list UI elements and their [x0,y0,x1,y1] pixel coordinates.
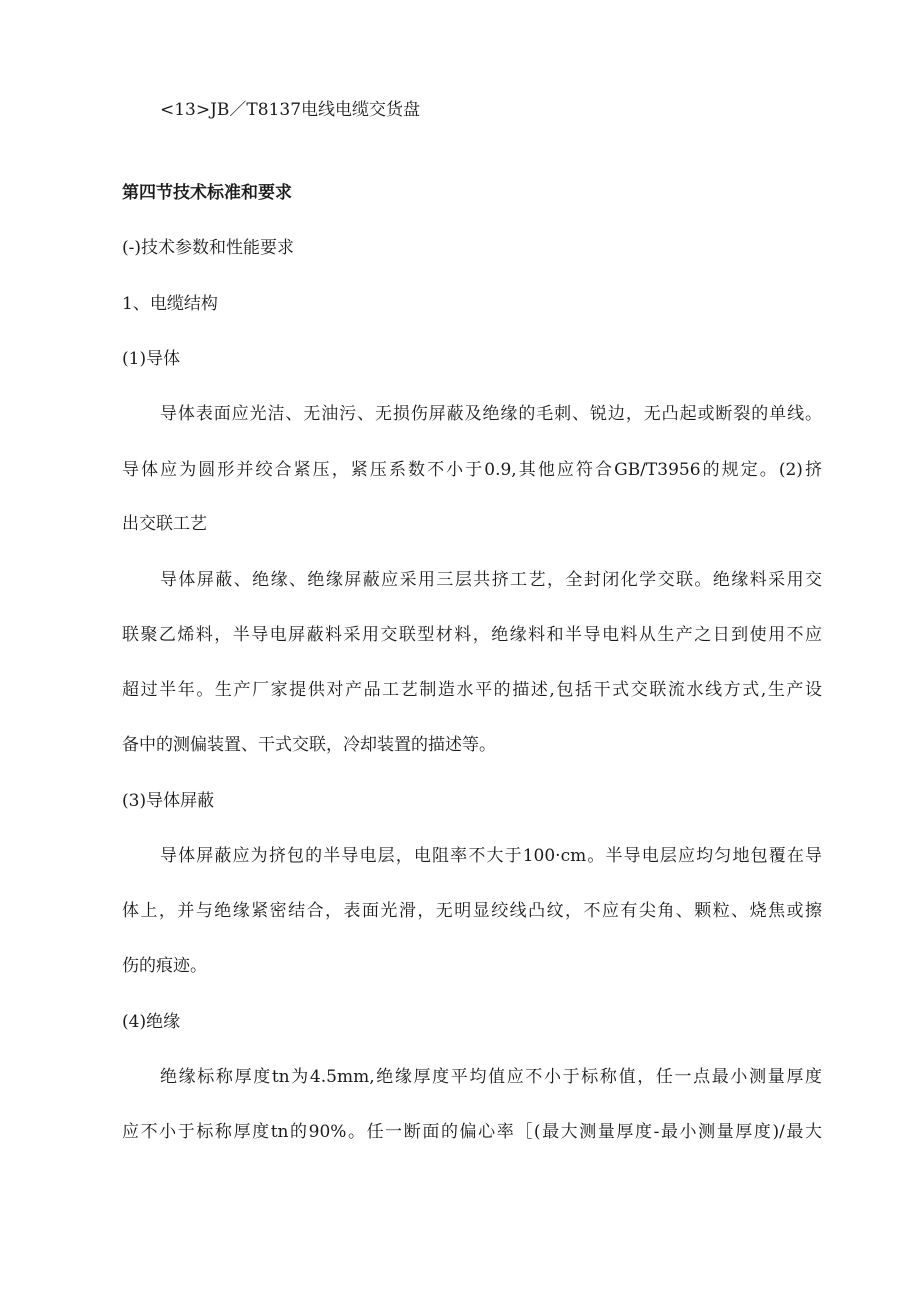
paragraph-line: 超过半年。生产厂家提供对产品工艺制造水平的描述,包括干式交联流水线方式,生产设 [122,680,822,700]
paragraph-line: 导体屏蔽应为挤包的半导电层，电阻率不大于100·cm。半导电层应均匀地包覆在导 [160,846,822,866]
paragraph-line: 备中的测偏装置、干式交联，冷却装置的描述等。 [122,735,496,755]
paragraph-line: 联聚乙烯料，半导电屏蔽料采用交联型材料，绝缘料和半导电料从生产之日到使用不应 [122,625,822,645]
paragraph-line: 导体应为圆形并绞合紧压，紧压系数不小于0.9,其他应符合GB/T3956的规定。(2)挤 [122,460,822,480]
section-heading: 第四节技术标准和要求 [122,183,292,203]
item-heading-conductor-shield: (3)导体屏蔽 [122,791,215,811]
paragraph-line: 绝缘标称厚度tn为4.5mm,绝缘厚度平均值应不小于标称值，任一点最小测量厚度 [160,1067,822,1087]
item-heading-conductor: (1)导体 [122,349,181,369]
paragraph-line: 体上，并与绝缘紧密结合，表面光滑，无明显绞线凸纹，不应有尖角、颗粒、烧焦或擦 [122,901,822,921]
paragraph-line: 导体屏蔽、绝缘、绝缘屏蔽应采用三层共挤工艺，全封闭化学交联。绝缘料采用交 [160,570,822,590]
item-heading-insulation: (4)绝缘 [122,1012,181,1032]
paragraph-line: 出交联工艺 [122,514,207,534]
reference-item-13: <13>JB／T8137电线电缆交货盘 [160,100,421,120]
subsection-heading: (-)技术参数和性能要求 [122,238,295,258]
item-heading-cable-structure: 1、电缆结构 [122,294,218,314]
paragraph-line: 应不小于标称厚度tn的90%。任一断面的偏心率［(最大测量厚度-最小测量厚度)/最大 [122,1122,822,1142]
paragraph-line: 伤的痕迹。 [122,956,207,976]
paragraph-line: 导体表面应光洁、无油污、无损伤屏蔽及绝缘的毛刺、锐边，无凸起或断裂的单线。 [160,404,822,424]
